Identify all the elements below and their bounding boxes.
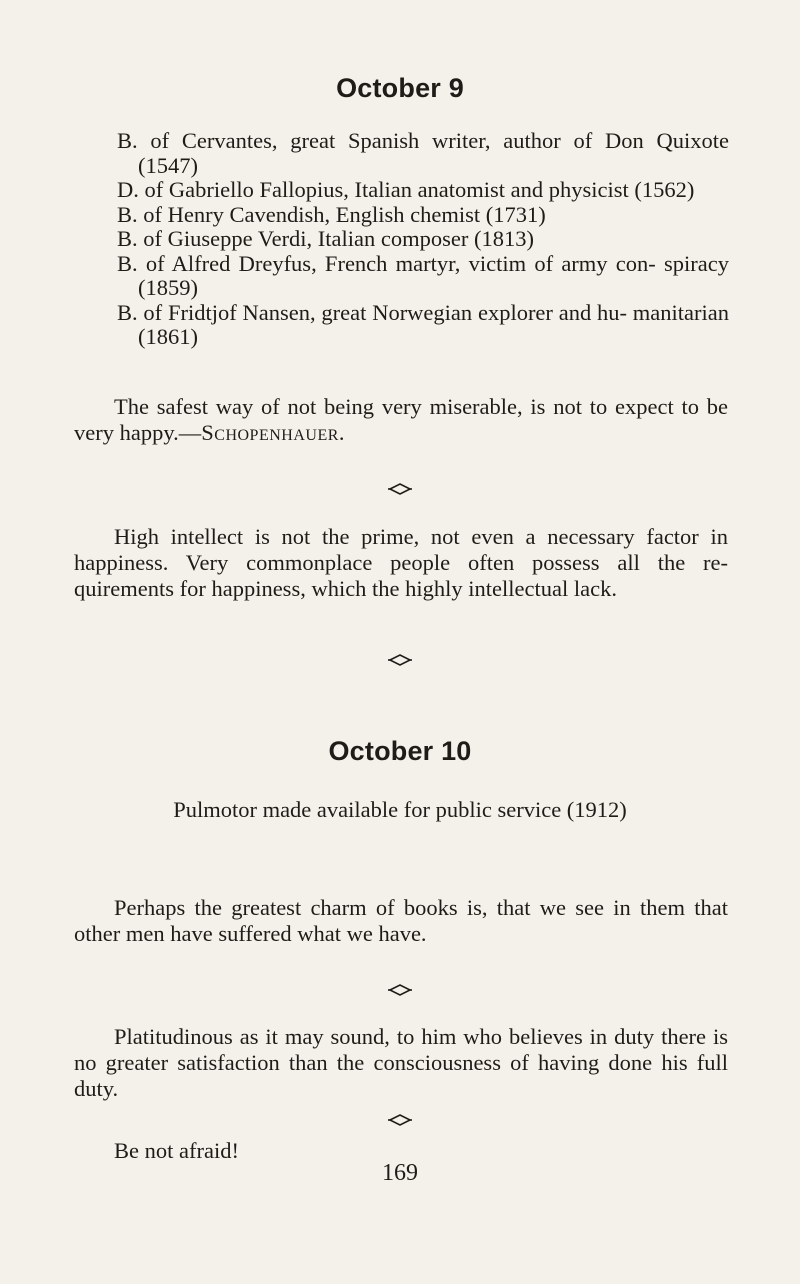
section-heading-october-10: October 10 [328, 736, 472, 766]
event-entry: B. of Giuseppe Verdi, Italian composer (1813) [117, 226, 534, 251]
event-entry: D. of Gabriello Fallopius, Italian anatomist and physicist (1562) [117, 177, 695, 202]
diamond-ornament-icon [388, 1114, 412, 1126]
quote-intellect: High intellect is not the prime, not even a necessary factor in happiness. Very commonplace people often possess all the re- quirements for happiness, which the highly intellectual lack. [74, 524, 728, 601]
diamond-ornament-icon [388, 483, 412, 495]
event-entry-pulmotor: Pulmotor made available for public service (1912) [173, 797, 627, 822]
diamond-ornament-icon [388, 654, 412, 666]
events-list-october-9 [117, 129, 729, 350]
event-entry: B. of Alfred Dreyfus, French martyr, victim of army con- spiracy (1859) [117, 250, 729, 300]
page-number: 169 [382, 1160, 418, 1186]
section-heading-october-9: October 9 [336, 73, 464, 103]
quote-text: The safest way of not being very miserable, is not to expect to be very happy.— [74, 394, 728, 445]
event-entry: B. of Fridtjof Nansen, great Norwegian explorer and hu- manitarian (1861) [117, 299, 729, 349]
quote-attribution: Schopenhauer. [201, 420, 346, 445]
event-entry: B. of Cervantes, great Spanish writer, author of Don Quixote (1547) [117, 128, 729, 178]
quote-be-not-afraid: Be not afraid! [114, 1138, 239, 1163]
quote-duty: Platitudinous as it may sound, to him who believes in duty there is no greater satisfaction than the consciousness of having done his full duty. [74, 1024, 728, 1101]
event-entry: B. of Henry Cavendish, English chemist (1731) [117, 201, 546, 227]
quote-books: Perhaps the greatest charm of books is, that we see in them that other men have suffered what we have. [74, 895, 728, 946]
quote-schopenhauer [74, 394, 728, 446]
diamond-ornament-icon [388, 984, 412, 996]
